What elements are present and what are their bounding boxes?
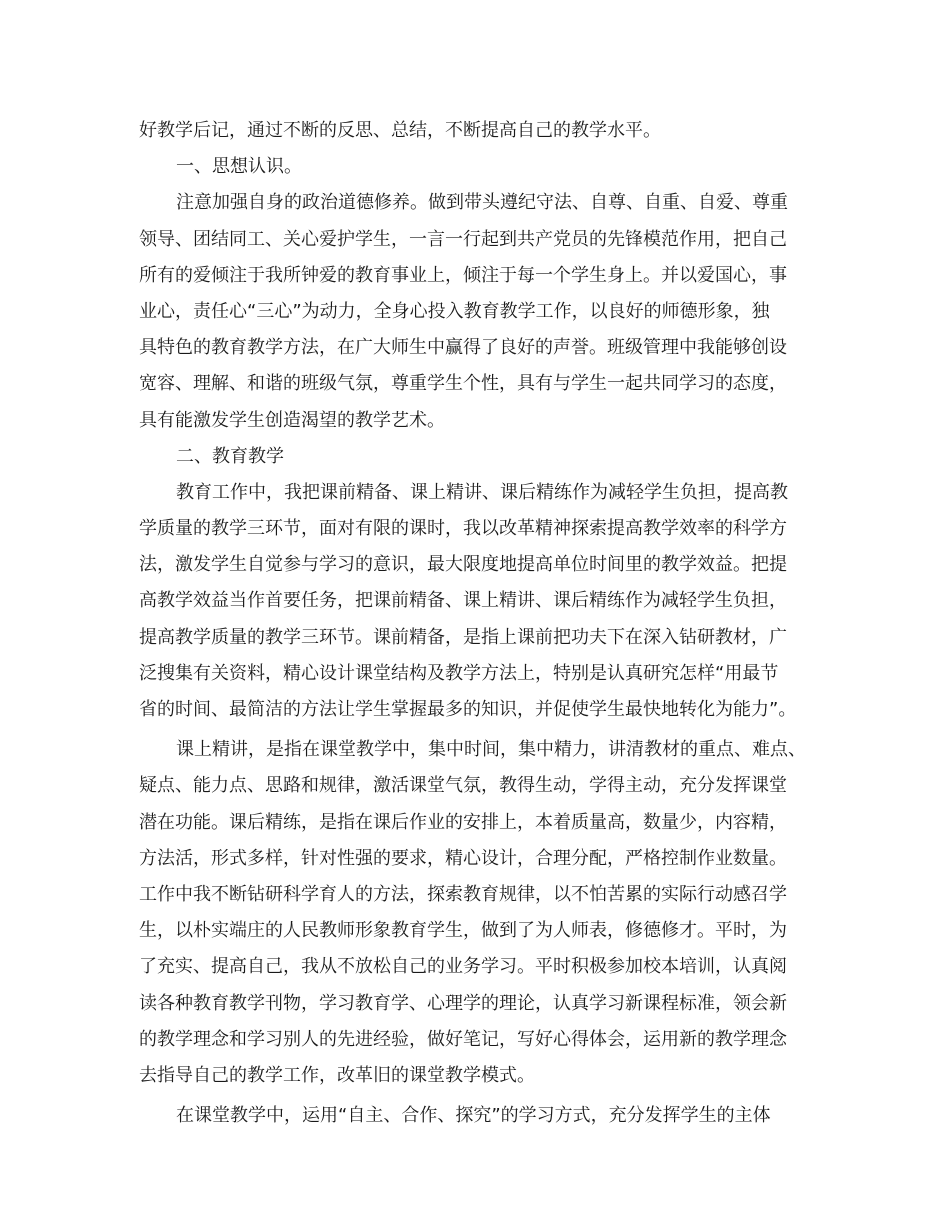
text-line: 业心，责任心“三心”为动力，全身心投入教育教学工作，以良好的师德形象，独 <box>139 300 770 322</box>
text-line: 工作中我不断钻研科学育人的方法，探索教育规律，以不怕苦累的实际行动感召学 <box>139 883 787 905</box>
text-line: 领导、团结同工、关心爱护学生，一言一行起到共产党员的先锋模范作用，把自己 <box>139 228 787 250</box>
text-line: 了充实、提高自己，我从不放松自己的业务学习。平时积极参加校本培训，认真阅 <box>139 956 787 978</box>
text-line: 具有能激发学生创造渴望的教学艺术。 <box>139 409 445 431</box>
text-line: 泛搜集有关资料，精心设计课堂结构及教学方法上，特别是认真研究怎样“用最节 <box>139 662 779 684</box>
text-line: 潜在功能。课后精练，是指在课后作业的安排上，本着质量高，数量少，内容精， <box>139 811 787 833</box>
section-heading: 二、教育教学 <box>176 445 284 467</box>
text-line: 教育工作中，我把课前精备、课上精讲、课后精练作为减轻学生负担，提高教 <box>176 481 788 503</box>
text-line: 在课堂教学中，运用“自主、合作、探究”的学习方式，充分发挥学生的主体 <box>176 1105 771 1127</box>
text-line: 读各种教育教学刊物，学习教育学、心理学的理论，认真学习新课程标准，领会新 <box>139 992 787 1014</box>
text-line: 宽容、理解、和谐的班级气氛，尊重学生个性，具有与学生一起共同学习的态度， <box>139 373 787 395</box>
text-line: 所有的爱倾注于我所钟爱的教育事业上，倾注于每一个学生身上。并以爱国心，事 <box>139 264 787 286</box>
text-line: 注意加强自身的政治道德修养。做到带头遵纪守法、自尊、自重、自爱、尊重 <box>176 192 788 214</box>
text-line: 疑点、能力点、思路和规律，激活课堂气氛，教得生动，学得主动，充分发挥课堂 <box>139 775 787 797</box>
text-line: 生，以朴实端庄的人民教师形象教育学生，做到了为人师表，修德修才。平时，为 <box>139 920 787 942</box>
text-line: 的教学理念和学习别人的先进经验，做好笔记，写好心得体会，运用新的教学理念 <box>139 1028 787 1050</box>
text-line: 学质量的教学三环节，面对有限的课时，我以改革精神探索提高教学效率的科学方 <box>139 518 787 540</box>
text-line: 省的时间、最简洁的方法让学生掌握最多的知识，并促使学生最快地转化为能力”。 <box>139 699 797 720</box>
section-heading: 一、思想认识。 <box>176 156 302 178</box>
document-body <box>139 113 824 1134</box>
text-line: 具特色的教育教学方法，在广大师生中赢得了良好的声誉。班级管理中我能够创设 <box>139 337 787 359</box>
text-line: 高教学效益当作首要任务，把课前精备、课上精讲、课后精练作为减轻学生负担， <box>139 590 787 612</box>
text-line: 方法活，形式多样，针对性强的要求，精心设计，合理分配，严格控制作业数量。 <box>139 847 787 869</box>
text-line: 提高教学质量的教学三环节。课前精备，是指上课前把功夫下在深入钻研教材，广 <box>139 626 787 648</box>
text-line: 课上精讲，是指在课堂教学中，集中时间，集中精力，讲清教材的重点、难点、 <box>176 739 806 761</box>
text-line: 去指导自己的教学工作，改革旧的课堂教学模式。 <box>139 1064 535 1086</box>
text-line: 法，激发学生自觉参与学习的意识，最大限度地提高单位时间里的教学效益。把提 <box>139 554 787 576</box>
text-line: 好教学后记，通过不断的反思、总结，不断提高自己的教学水平。 <box>139 120 661 141</box>
